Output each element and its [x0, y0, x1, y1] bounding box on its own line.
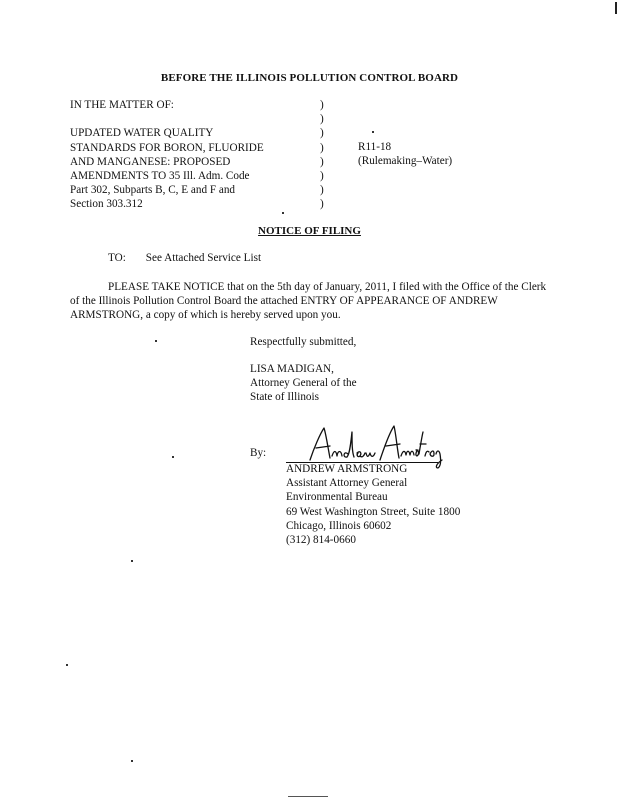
- signatory-title-1: Attorney General of the: [250, 377, 357, 390]
- caption-line: AMENDMENTS TO 35 Ill. Adm. Code: [70, 169, 250, 182]
- signer-name: ANDREW ARMSTRONG: [286, 463, 408, 475]
- to-line: [108, 252, 261, 264]
- to-label: TO:: [108, 252, 126, 264]
- signatory-title-2: State of Illinois: [250, 391, 319, 404]
- paren: ): [320, 99, 324, 111]
- docket-type: (Rulemaking–Water): [358, 155, 453, 168]
- scan-speck: [372, 131, 374, 133]
- paren: ): [320, 155, 324, 168]
- notice-paragraph: PLEASE TAKE NOTICE that on the 5th day of January, 2011, I filed with the Office of the Clerk of the Illinois Pollution Control Board the attached ENTRY OF APPEARANCE OF ANDREW ARMSTRONG, a copy of which is hereby served upon you.: [70, 281, 547, 322]
- caption-line: STANDARDS FOR BORON, FLUORIDE: [70, 141, 264, 154]
- to-value: See Attached Service List: [145, 252, 262, 264]
- scan-speck: [155, 340, 157, 342]
- caption-line: Section 303.312: [70, 198, 143, 211]
- signer-title: Assistant Attorney General: [286, 477, 408, 490]
- signer-city: Chicago, Illinois 60602: [286, 519, 392, 532]
- signer-block: [286, 462, 460, 547]
- scan-speck: [282, 212, 284, 214]
- signer-bureau: Environmental Bureau: [286, 491, 388, 504]
- signatory-name: LISA MADIGAN,: [250, 363, 334, 375]
- scan-speck: [172, 456, 174, 458]
- scan-bottom-mark: [288, 796, 328, 797]
- signer-address: 69 West Washington Street, Suite 1800: [286, 505, 461, 518]
- caption-line: [70, 112, 264, 126]
- scan-speck: [131, 560, 133, 562]
- paren: ): [320, 169, 324, 182]
- caption-line: UPDATED WATER QUALITY: [70, 127, 214, 140]
- caption-line: IN THE MATTER OF:: [70, 99, 174, 111]
- document-title: BEFORE THE ILLINOIS POLLUTION CONTROL BOARD: [160, 72, 459, 84]
- docket-info: [358, 140, 452, 168]
- caption-line: Part 302, Subparts B, C, E and F and: [70, 184, 236, 197]
- caption-line: AND MANGANESE: PROPOSED: [70, 155, 231, 168]
- docket-number: R11-18: [358, 141, 392, 153]
- paren: ): [320, 184, 324, 197]
- paren: ): [320, 113, 324, 126]
- case-caption: [70, 98, 264, 212]
- signatory-block: [250, 362, 357, 405]
- scan-edge-mark: [615, 2, 617, 14]
- paren: ): [320, 198, 324, 211]
- signer-phone: (312) 814-0660: [286, 534, 356, 547]
- scan-speck: [66, 664, 68, 666]
- notice-heading: NOTICE OF FILING: [258, 225, 361, 237]
- paren: ): [320, 127, 324, 140]
- by-label: By:: [250, 447, 267, 459]
- notice-body: [70, 280, 550, 323]
- paren: ): [320, 141, 324, 154]
- caption-parentheses: [320, 98, 324, 212]
- scan-speck: [131, 760, 133, 762]
- closing: Respectfully submitted,: [250, 336, 357, 348]
